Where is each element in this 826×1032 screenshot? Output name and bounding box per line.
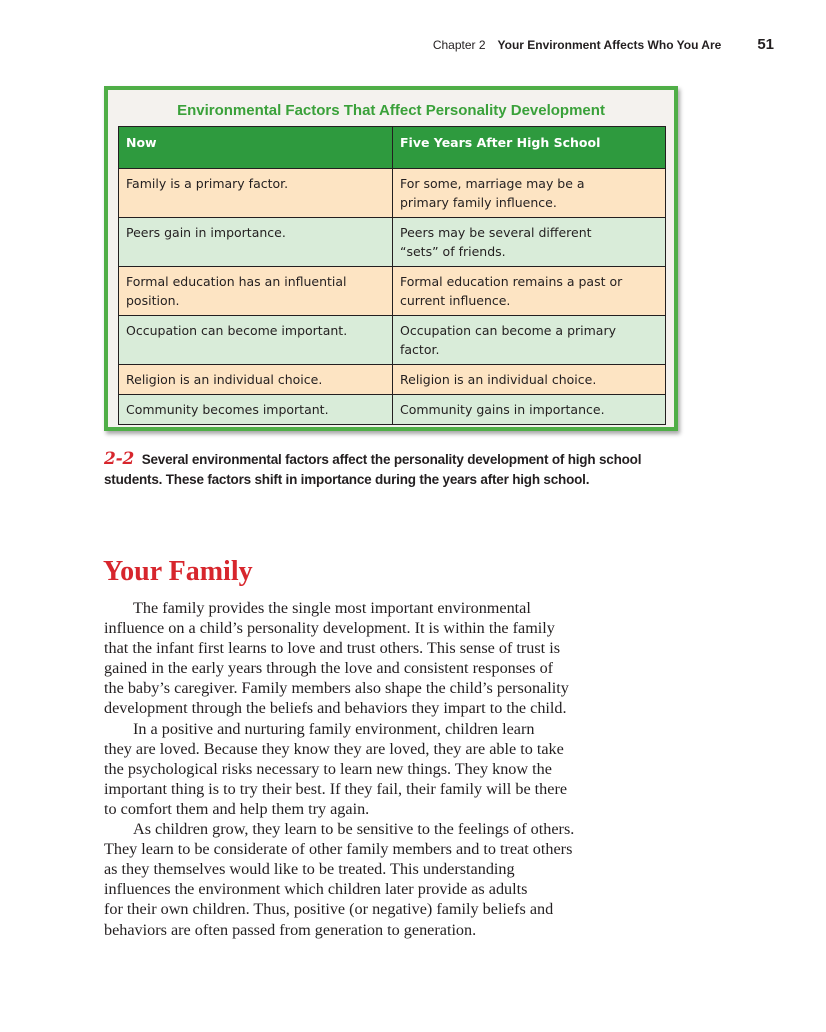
table-cell-later [393,218,666,267]
text-line: they are loved. Because they know they are loved, they are able to take [104,739,564,758]
table-row [119,169,666,218]
table-cell-now [119,365,393,395]
table-row [119,395,666,425]
chapter-label: Chapter 2 [432,38,486,52]
section-heading: Your Family [103,556,253,587]
table-cell-later [393,169,666,218]
text-line: development through the beliefs and behaviors they impart to the child. [104,699,567,718]
cell-line: “sets” of friends. [400,244,506,259]
table-row [119,316,666,365]
cell-line: Occupation can become a primary [400,323,616,338]
text-line: to comfort them and help them try again. [104,799,370,818]
cell-line: Community becomes important. [126,402,329,417]
figure-caption [104,449,674,490]
cell-line: Community gains in importance. [400,402,605,417]
text-line: the psychological risks necessary to learn new things. They know the [104,759,552,778]
text-line: behaviors are often passed from generation to generation. [104,920,477,939]
cell-line: position. [126,293,180,308]
cell-line: Peers may be several different [400,225,592,240]
table-cell-now [119,316,393,365]
cell-line: Religion is an individual choice. [400,372,597,387]
page-number: 51 [757,36,774,53]
table-row [119,267,666,316]
table-cell-later [393,365,666,395]
body-text [104,598,656,940]
text-line: the baby’s caregiver. Family members also shape the child’s personality [104,679,569,698]
text-line: for their own children. Thus, positive (or negative) family beliefs and [104,900,554,919]
table-cell-now [119,267,393,316]
text-line: In a positive and nurturing family environment, children learn [133,719,535,738]
table-cell-now [119,395,393,425]
table-cell-now [119,169,393,218]
running-head [433,36,774,53]
cell-line: Formal education remains a past or [400,274,623,289]
text-line: As children grow, they learn to be sensitive to the feelings of others. [133,820,575,839]
text-line: The family provides the single most important environmental [133,599,531,617]
factors-table [118,126,666,425]
table-row [119,218,666,267]
table-cell-later [393,395,666,425]
table-cell-later [393,316,666,365]
table-row [119,365,666,395]
cell-line: current influence. [400,293,511,308]
text-line: that the infant first learns to love and trust others. This sense of trust is [104,639,561,658]
cell-line: For some, marriage may be a [400,176,585,191]
text-line: gained in the early years through the love and consistent responses of [104,659,554,678]
caption-line: Several environmental factors affect the personality development of high school [141,452,642,467]
caption-line: students. These factors shift in importance during the years after high school. [104,472,590,487]
figure-number: 2-2 [104,449,135,469]
cell-line: Occupation can become important. [126,323,348,338]
cell-line: Religion is an individual choice. [126,372,323,387]
cell-line: primary family influence. [400,195,557,210]
figure-title: Environmental Factors That Affect Personality Development [177,102,605,119]
chapter-title: Your Environment Affects Who You Are [497,38,722,52]
column-header-later: Five Years After High School [393,127,666,169]
table-cell-later [393,267,666,316]
text-line: important thing is to try their best. If they fail, their family will be there [104,779,568,798]
paragraph [104,598,656,719]
paragraph [104,719,656,819]
text-line: influences the environment which children later provide as adults [104,880,528,899]
paragraph [104,819,656,940]
table-header-row [119,127,666,169]
cell-line: Peers gain in importance. [126,225,286,240]
table-cell-now [119,218,393,267]
cell-line: Formal education has an influential [126,274,347,289]
text-line: as they themselves would like to be treated. This understanding [104,860,515,879]
text-line: influence on a child’s personality development. It is within the family [104,619,555,638]
cell-line: Family is a primary factor. [126,176,289,191]
text-line: They learn to be considerate of other family members and to treat others [104,840,573,859]
column-header-now: Now [119,127,393,169]
figure-table-box [104,86,678,431]
cell-line: factor. [400,342,440,357]
